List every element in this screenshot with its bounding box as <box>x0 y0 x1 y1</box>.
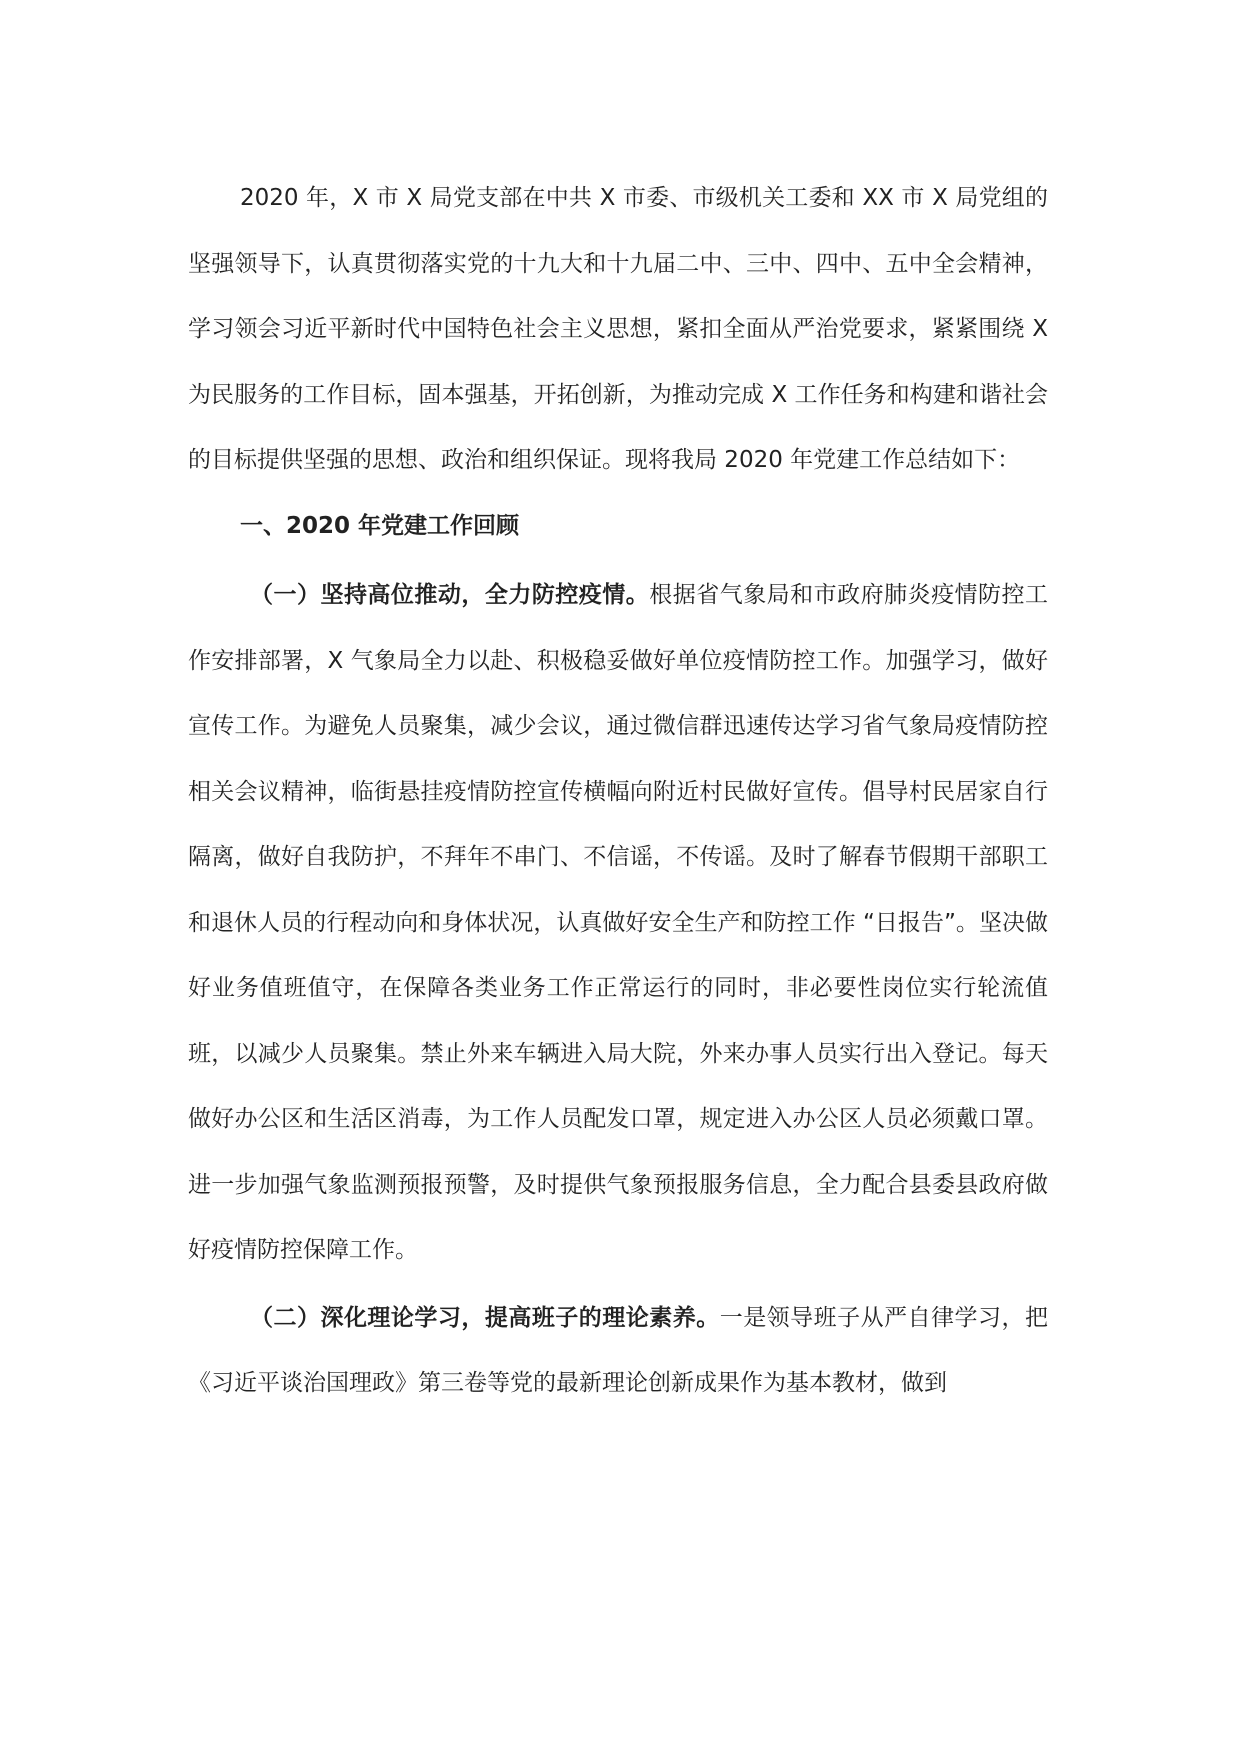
item-1-paragraph <box>188 563 1048 1284</box>
intro-paragraph: 2020 年，X 市 X 局党支部在中共 X 市委、市级机关工委和 XX 市 X 局党组的坚强领导下，认真贯彻落实党的十九大和十九届二中、三中、四中、五中全会精神，学习领会习近平新时代中国特色社会主义思想，紧扣全面从严治党要求，紧紧围绕 X 为民服务的工作目标，固本强基，开拓创新，为推动完成 X 工作任务和构建和谐社会的目标提供坚强的思想、政治和组织保证。现将我局 2020 年党建工作总结如下： <box>188 185 1048 473</box>
item-1-body: 根据省气象局和市政府肺炎疫情防控工作安排部署，X 气象局全力以赴、积极稳妥做好单位疫情防控工作。加强学习，做好宣传工作。为避免人员聚集，减少会议，通过微信群迅速传达学习省气象局疫情防控相关会议精神，临街悬挂疫情防控宣传横幅向附近村民做好宣传。倡导村民居家自行隔离，做好自我防护，不拜年不串门、不信谣，不传谣。及时了解春节假期干部职工和退休人员的行程动向和身体状况，认真做好安全生产和防控工作 “日报告”。坚决做好业务值班值守，在保障各类业务工作正常运行的同时，非必要性岗位实行轮流值班，以减少人员聚集。禁止外来车辆进入局大院，外来办事人员实行出入登记。每天做好办公区和生活区消毒，为工作人员配发口罩，规定进入办公区人员必须戴口罩。进一步加强气象监测预报预警，及时提供气象预报服务信息，全力配合县委县政府做好疫情防控保障工作。 <box>188 582 1049 1263</box>
item-2-paragraph <box>188 1286 1048 1417</box>
item-2-body: 一是领导班子从严自律学习，把《习近平谈治国理政》第三卷等党的最新理论创新成果作为基本教材，做到 <box>188 1304 1049 1396</box>
item-1-lead: （一）坚持高位推动，全力防控疫情。 <box>250 582 650 608</box>
document-page <box>188 166 1048 1417</box>
item-2-lead: （二）深化理论学习，提高班子的理论素养。 <box>250 1304 720 1331</box>
section-heading: 一、2020 年党建工作回顾 <box>240 512 520 539</box>
